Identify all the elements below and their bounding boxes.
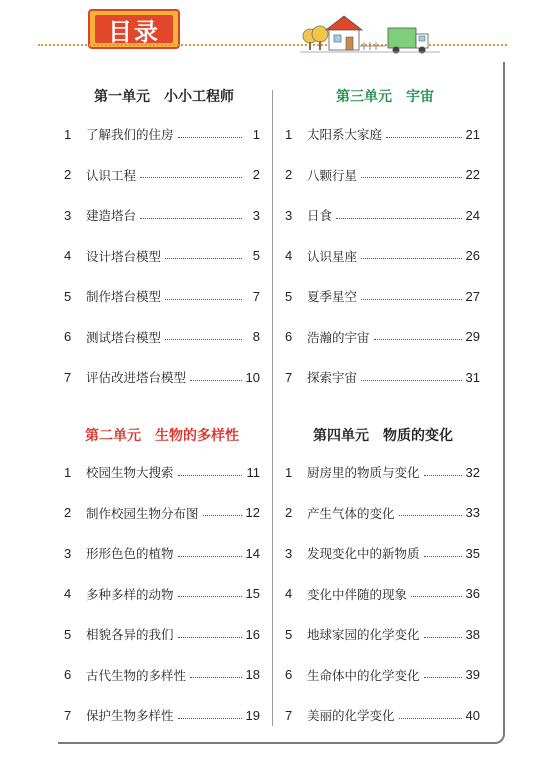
- entry-page-number: 15: [245, 586, 260, 601]
- entry-page-number: 2: [252, 167, 260, 182]
- entry-page-number: 33: [465, 505, 480, 520]
- dot-leader: [361, 299, 462, 300]
- entry-label: 保护生物多样性: [86, 708, 174, 723]
- entry-label: 生命体中的化学变化: [307, 667, 420, 683]
- entry-number: 1: [64, 126, 72, 142]
- entry-page-number: 22: [465, 167, 480, 182]
- dot-leader: [361, 258, 462, 259]
- entry-page-number: 21: [465, 126, 480, 142]
- toc-entry[interactable]: [285, 286, 480, 306]
- toc-entry[interactable]: [64, 165, 260, 185]
- dot-leader: [190, 380, 242, 381]
- entry-label: 产生气体的变化: [307, 505, 395, 521]
- entry-label: 认识星座: [307, 248, 358, 264]
- column-divider: [272, 90, 273, 726]
- dot-leader: [203, 515, 242, 516]
- toc-entry[interactable]: [285, 205, 480, 225]
- entry-number: 1: [285, 126, 293, 142]
- unit-title: 第三单元 宇宙: [336, 89, 434, 105]
- toc-title-badge: [88, 9, 180, 49]
- entry-number: 4: [64, 586, 72, 601]
- entry-page-number: 14: [245, 545, 260, 561]
- entry-number: 5: [64, 288, 72, 304]
- entry-number: 4: [64, 248, 72, 263]
- dot-leader: [424, 475, 462, 476]
- entry-page-number: 38: [465, 626, 480, 642]
- entry-page-number: 39: [465, 667, 480, 682]
- entry-page-number: 29: [465, 329, 480, 344]
- entry-page-number: 10: [245, 369, 260, 385]
- toc-entry[interactable]: [285, 584, 480, 604]
- entry-label: 多种多样的动物: [86, 586, 174, 602]
- entry-page-number: 35: [465, 545, 480, 561]
- entry-label: 夏季星空: [307, 289, 358, 304]
- entry-number: 5: [285, 626, 293, 642]
- toc-entry[interactable]: [285, 503, 480, 523]
- dot-leader: [424, 556, 462, 557]
- entry-label: 设计塔台模型: [86, 248, 162, 264]
- toc-entry[interactable]: [285, 543, 480, 563]
- dot-leader: [165, 299, 242, 300]
- entry-number: 7: [285, 369, 293, 385]
- dot-leader: [190, 677, 242, 678]
- dot-leader: [178, 637, 242, 638]
- entry-label: 校园生物大搜索: [86, 465, 174, 480]
- entry-label: 相貌各异的我们: [86, 627, 174, 642]
- dot-leader: [165, 258, 242, 259]
- unit-title: 第二单元 生物的多样性: [85, 428, 239, 444]
- entry-label: 美丽的化学变化: [307, 708, 395, 723]
- dot-leader: [399, 718, 462, 719]
- toc-entry[interactable]: [64, 705, 260, 725]
- toc-entry[interactable]: [64, 462, 260, 482]
- dot-leader: [374, 339, 462, 340]
- toc-entry[interactable]: [285, 462, 480, 482]
- entry-label: 地球家园的化学变化: [307, 627, 420, 642]
- entry-page-number: 24: [465, 207, 480, 223]
- toc-entry[interactable]: [285, 327, 480, 347]
- dot-leader: [140, 177, 242, 178]
- toc-entry[interactable]: [285, 624, 480, 644]
- entry-label: 厨房里的物质与变化: [307, 465, 420, 480]
- entry-number: 6: [285, 329, 293, 344]
- dot-leader: [399, 515, 462, 516]
- toc-entry[interactable]: [64, 584, 260, 604]
- toc-entry[interactable]: [285, 246, 480, 266]
- dot-leader: [140, 218, 242, 219]
- entry-page-number: 8: [252, 329, 260, 344]
- entry-number: 3: [64, 207, 72, 223]
- entry-label: 制作塔台模型: [86, 289, 162, 304]
- entry-label: 变化中伴随的现象: [307, 586, 408, 602]
- toc-entry[interactable]: [64, 624, 260, 644]
- page-header: [0, 0, 551, 60]
- entry-page-number: 12: [245, 505, 260, 520]
- toc-entry[interactable]: [285, 705, 480, 725]
- toc-entry[interactable]: [64, 286, 260, 306]
- entry-label: 建造塔台: [86, 208, 137, 223]
- entry-label: 日食: [307, 208, 333, 223]
- unit-title: 第一单元 小小工程师: [94, 89, 234, 105]
- entry-number: 6: [64, 329, 72, 344]
- entry-page-number: 40: [465, 707, 480, 723]
- entry-number: 7: [285, 707, 293, 723]
- entry-label: 了解我们的住房: [86, 127, 174, 142]
- dot-leader: [424, 637, 462, 638]
- entry-label: 探索宇宙: [307, 370, 358, 385]
- entry-label: 测试塔台模型: [86, 329, 162, 345]
- toc-entry[interactable]: [285, 665, 480, 685]
- entry-number: 7: [64, 707, 72, 723]
- house-and-truck-illustration: [300, 10, 440, 56]
- entry-number: 7: [64, 369, 72, 385]
- entry-page-number: 36: [465, 586, 480, 601]
- toc-entry[interactable]: [64, 543, 260, 563]
- entry-label: 太阳系大家庭: [307, 127, 383, 142]
- entry-label: 古代生物的多样性: [86, 667, 187, 683]
- entry-number: 6: [64, 667, 72, 682]
- entry-page-number: 1: [252, 126, 260, 142]
- dot-leader: [178, 475, 242, 476]
- toc-entry[interactable]: [64, 205, 260, 225]
- entry-number: 3: [64, 545, 72, 561]
- dot-leader: [165, 339, 242, 340]
- dot-leader: [178, 596, 242, 597]
- toc-entry[interactable]: [64, 503, 260, 523]
- entry-number: 2: [64, 167, 72, 182]
- entry-label: 形形色色的植物: [86, 546, 174, 561]
- entry-label: 认识工程: [86, 167, 137, 183]
- toc-entry[interactable]: [64, 367, 260, 387]
- entry-page-number: 32: [465, 464, 480, 480]
- entry-page-number: 27: [465, 288, 480, 304]
- entry-page-number: 19: [245, 707, 260, 723]
- toc-entry[interactable]: [64, 327, 260, 347]
- entry-number: 3: [285, 545, 293, 561]
- entry-page-number: 11: [246, 464, 260, 480]
- dot-leader: [178, 556, 242, 557]
- entry-number: 2: [285, 167, 293, 182]
- entry-number: 4: [285, 586, 293, 601]
- entry-number: 1: [285, 464, 293, 480]
- entry-page-number: 7: [252, 288, 260, 304]
- entry-label: 八颗行星: [307, 167, 358, 183]
- entry-number: 2: [285, 505, 293, 520]
- entry-page-number: 18: [245, 667, 260, 682]
- dot-leader: [386, 137, 462, 138]
- toc-entry[interactable]: [64, 124, 260, 144]
- dot-leader: [424, 677, 462, 678]
- dot-leader: [336, 218, 462, 219]
- toc-entry[interactable]: [64, 246, 260, 266]
- toc-entry[interactable]: [285, 367, 480, 387]
- entry-number: 6: [285, 667, 293, 682]
- entry-number: 5: [64, 626, 72, 642]
- entry-page-number: 3: [252, 207, 260, 223]
- entry-page-number: 5: [252, 248, 260, 263]
- entry-label: 浩瀚的宇宙: [307, 329, 370, 345]
- dot-leader: [178, 137, 242, 138]
- toc-entry[interactable]: [64, 665, 260, 685]
- entry-label: 发现变化中的新物质: [307, 546, 420, 561]
- entry-number: 1: [64, 464, 72, 480]
- toc-title: 目录: [95, 15, 173, 43]
- entry-number: 3: [285, 207, 293, 223]
- dot-leader: [361, 177, 462, 178]
- toc-entry[interactable]: [285, 165, 480, 185]
- toc-entry[interactable]: [285, 124, 480, 144]
- unit-title: 第四单元 物质的变化: [313, 428, 453, 444]
- entry-page-number: 31: [465, 369, 480, 385]
- entry-number: 2: [64, 505, 72, 520]
- entry-number: 4: [285, 248, 293, 263]
- dot-leader: [361, 380, 462, 381]
- dot-leader: [178, 718, 242, 719]
- entry-page-number: 16: [245, 626, 260, 642]
- entry-label: 制作校园生物分布图: [86, 505, 199, 521]
- entry-label: 评估改进塔台模型: [86, 370, 187, 385]
- entry-number: 5: [285, 288, 293, 304]
- dot-leader: [411, 596, 462, 597]
- entry-page-number: 26: [465, 248, 480, 263]
